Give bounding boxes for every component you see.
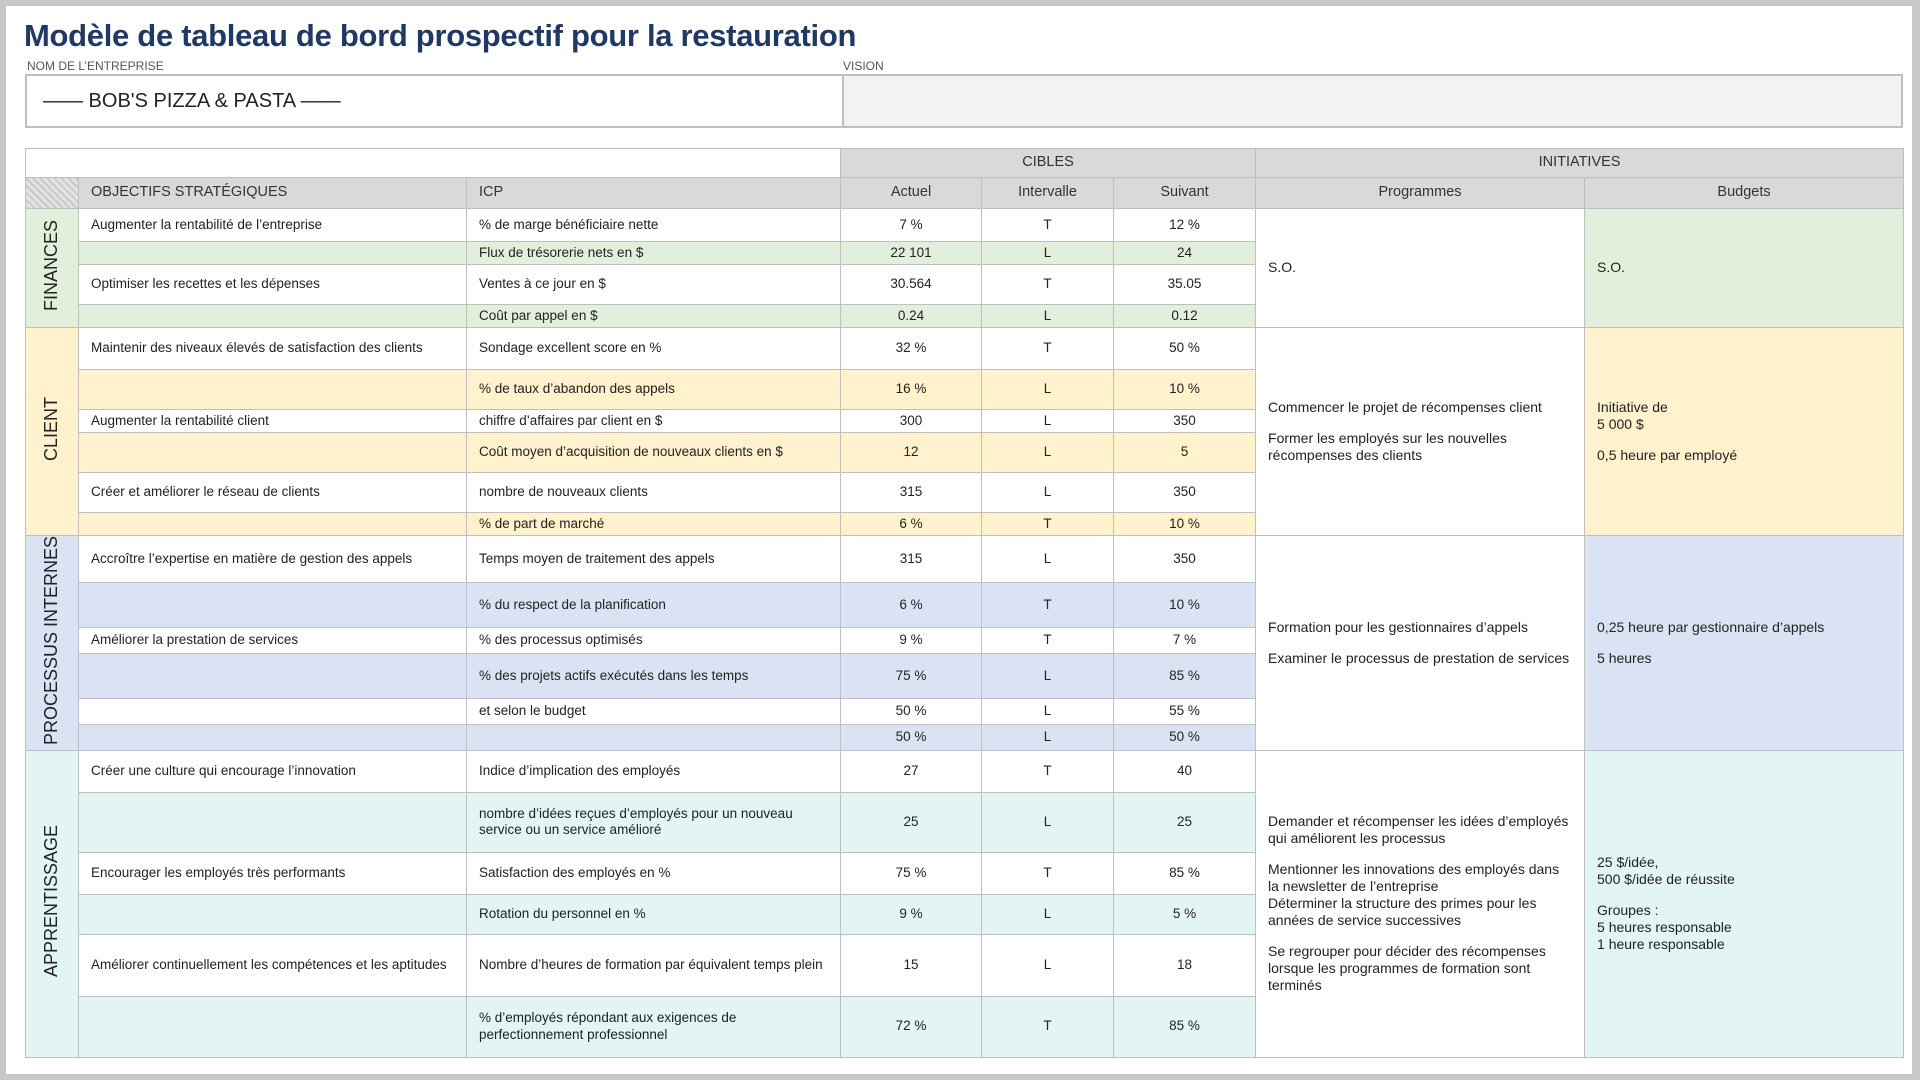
group-header-row — [26, 149, 1904, 178]
kpi-cell[interactable]: % d’employés répondant aux exigences de perfectionnement professionnel — [467, 996, 841, 1057]
objective-cell[interactable] — [79, 698, 467, 724]
table-row — [26, 328, 1904, 370]
header-initiatives: INITIATIVES — [1256, 149, 1904, 178]
budgets-cell[interactable] — [1585, 536, 1904, 751]
interval-cell[interactable]: T — [982, 513, 1114, 536]
kpi-cell[interactable]: Temps moyen de traitement des appels — [467, 536, 841, 583]
actual-cell[interactable]: 25 — [841, 792, 982, 852]
programme-item: Formation pour les gestionnaires d’appels — [1268, 618, 1528, 635]
actual-cell[interactable]: 32 % — [841, 328, 982, 370]
next-cell[interactable]: 35.05 — [1114, 265, 1256, 305]
budget-item: Groupes : 5 heures responsable 1 heure responsable — [1597, 901, 1732, 953]
actual-cell[interactable]: 22 101 — [841, 242, 982, 265]
actual-cell[interactable]: 75 % — [841, 852, 982, 894]
interval-cell[interactable]: L — [982, 894, 1114, 934]
interval-cell[interactable]: L — [982, 934, 1114, 996]
interval-cell[interactable]: L — [982, 653, 1114, 698]
next-cell[interactable]: 350 — [1114, 536, 1256, 583]
interval-cell[interactable]: L — [982, 698, 1114, 724]
programmes-cell[interactable] — [1256, 536, 1585, 751]
objective-cell[interactable] — [79, 653, 467, 698]
interval-cell[interactable]: T — [982, 328, 1114, 370]
budget-item: 0,5 heure par employé — [1597, 447, 1738, 464]
objective-cell[interactable] — [79, 513, 467, 536]
actual-cell[interactable]: 72 % — [841, 996, 982, 1057]
interval-cell[interactable]: L — [982, 410, 1114, 433]
actual-cell[interactable]: 15 — [841, 934, 982, 996]
next-cell[interactable]: 85 % — [1114, 996, 1256, 1057]
next-cell[interactable]: 5 — [1114, 433, 1256, 473]
objective-cell[interactable] — [79, 433, 467, 473]
next-cell[interactable]: 40 — [1114, 750, 1256, 792]
objective-cell[interactable]: Améliorer la prestation de services — [79, 628, 467, 654]
objective-cell[interactable] — [79, 370, 467, 410]
section-label-finances — [26, 209, 79, 328]
kpi-cell[interactable]: Indice d’implication des employés — [467, 750, 841, 792]
objective-cell[interactable]: Améliorer continuellement les compétences et les aptitudes — [79, 934, 467, 996]
next-cell[interactable]: 350 — [1114, 473, 1256, 513]
programme-item: Examiner le processus de prestation de services — [1268, 649, 1570, 666]
interval-cell[interactable]: T — [982, 750, 1114, 792]
interval-cell[interactable]: L — [982, 305, 1114, 328]
kpi-cell[interactable]: nombre d’idées reçues d’employés pour un nouveau service ou un service amélioré — [467, 792, 841, 852]
objective-cell[interactable] — [79, 996, 467, 1057]
interval-cell[interactable]: L — [982, 370, 1114, 410]
company-name: —— BOB'S PIZZA & PASTA —— — [43, 90, 341, 112]
interval-cell[interactable]: T — [982, 583, 1114, 628]
company-field[interactable] — [25, 74, 844, 128]
kpi-cell[interactable]: % de taux d’abandon des appels — [467, 370, 841, 410]
next-cell[interactable]: 55 % — [1114, 698, 1256, 724]
kpi-cell[interactable]: Ventes à ce jour en $ — [467, 265, 841, 305]
programme-item: Commencer le projet de récompenses client — [1268, 398, 1542, 415]
interval-cell[interactable]: L — [982, 242, 1114, 265]
budgets-cell[interactable] — [1585, 750, 1904, 1057]
next-cell[interactable]: 10 % — [1114, 513, 1256, 536]
interval-cell[interactable]: T — [982, 628, 1114, 654]
section-name: CLIENT — [41, 397, 62, 462]
next-cell[interactable]: 12 % — [1114, 209, 1256, 242]
header-cibles: CIBLES — [841, 149, 1256, 178]
programme-item: Mentionner les innovations des employés dans la newsletter de l’entreprise Déterminer la structure des primes pour les années de service successives — [1268, 860, 1560, 929]
kpi-cell[interactable]: % des processus optimisés — [467, 628, 841, 654]
actual-cell[interactable]: 50 % — [841, 698, 982, 724]
actual-cell[interactable]: 6 % — [841, 513, 982, 536]
actual-cell[interactable]: 75 % — [841, 653, 982, 698]
objective-cell[interactable]: Augmenter la rentabilité client — [79, 410, 467, 433]
kpi-cell[interactable] — [467, 724, 841, 750]
objective-cell[interactable] — [79, 242, 467, 265]
objective-cell[interactable]: Augmenter la rentabilité de l’entreprise — [79, 209, 467, 242]
actual-cell[interactable]: 12 — [841, 433, 982, 473]
next-cell[interactable]: 10 % — [1114, 583, 1256, 628]
actual-cell[interactable]: 315 — [841, 473, 982, 513]
programme-item: S.O. — [1268, 259, 1297, 276]
programme-item: Demander et récompenser les idées d’employés qui améliorent les processus — [1268, 812, 1569, 846]
budget-item: 0,25 heure par gestionnaire d’appels — [1597, 618, 1825, 635]
vision-field[interactable] — [842, 74, 1903, 128]
section-name: APPRENTISSAGE — [41, 825, 62, 978]
objective-cell[interactable] — [79, 305, 467, 328]
interval-cell[interactable]: L — [982, 792, 1114, 852]
budget-item: 25 $/idée, 500 $/idée de réussite — [1597, 853, 1735, 887]
next-cell[interactable]: 50 % — [1114, 724, 1256, 750]
next-cell[interactable]: 0.12 — [1114, 305, 1256, 328]
table-row — [26, 536, 1904, 583]
objective-cell[interactable]: Créer et améliorer le réseau de clients — [79, 473, 467, 513]
header-corner — [26, 178, 79, 209]
kpi-cell[interactable]: nombre de nouveaux clients — [467, 473, 841, 513]
header-icp: ICP — [467, 178, 841, 209]
objective-cell[interactable]: Créer une culture qui encourage l’innovation — [79, 750, 467, 792]
kpi-cell[interactable]: Sondage excellent score en % — [467, 328, 841, 370]
kpi-cell[interactable]: Flux de trésorerie nets en $ — [467, 242, 841, 265]
programmes-cell[interactable] — [1256, 328, 1585, 536]
header-actuel: Actuel — [841, 178, 982, 209]
page-title: Modèle de tableau de bord prospectif pour la restauration — [24, 18, 857, 53]
next-cell[interactable]: 5 % — [1114, 894, 1256, 934]
interval-cell[interactable]: T — [982, 996, 1114, 1057]
company-label: NOM DE L’ENTREPRISE — [27, 59, 164, 73]
actual-cell[interactable]: 7 % — [841, 209, 982, 242]
header-budgets: Budgets — [1585, 178, 1904, 209]
interval-cell[interactable]: L — [982, 536, 1114, 583]
kpi-cell[interactable]: Coût par appel en $ — [467, 305, 841, 328]
column-header-row — [26, 178, 1904, 209]
objective-cell[interactable] — [79, 724, 467, 750]
next-cell[interactable]: 85 % — [1114, 852, 1256, 894]
budgets-cell[interactable] — [1585, 328, 1904, 536]
objective-cell[interactable]: Optimiser les recettes et les dépenses — [79, 265, 467, 305]
table-row — [26, 750, 1904, 792]
section-label-processus — [26, 536, 79, 751]
next-cell[interactable]: 7 % — [1114, 628, 1256, 654]
budgets-cell[interactable] — [1585, 209, 1904, 328]
next-cell[interactable]: 18 — [1114, 934, 1256, 996]
programmes-cell[interactable] — [1256, 209, 1585, 328]
interval-cell[interactable]: T — [982, 852, 1114, 894]
section-name: FINANCES — [41, 220, 62, 312]
next-cell[interactable]: 24 — [1114, 242, 1256, 265]
kpi-cell[interactable]: Rotation du personnel en % — [467, 894, 841, 934]
next-cell[interactable]: 85 % — [1114, 653, 1256, 698]
actual-cell[interactable]: 300 — [841, 410, 982, 433]
header-suivant: Suivant — [1114, 178, 1256, 209]
objective-cell[interactable] — [79, 792, 467, 852]
budget-item: S.O. — [1597, 259, 1626, 276]
next-cell[interactable]: 350 — [1114, 410, 1256, 433]
kpi-cell[interactable]: % de marge bénéficiaire nette — [467, 209, 841, 242]
actual-cell[interactable]: 9 % — [841, 894, 982, 934]
programme-item: Se regrouper pour décider des récompenses lorsque les programmes de formation sont terminés — [1268, 943, 1546, 994]
kpi-cell[interactable]: % du respect de la planification — [467, 583, 841, 628]
interval-cell[interactable]: L — [982, 433, 1114, 473]
budget-item: 5 heures — [1597, 649, 1652, 666]
kpi-cell[interactable]: et selon le budget — [467, 698, 841, 724]
next-cell[interactable]: 10 % — [1114, 370, 1256, 410]
actual-cell[interactable]: 16 % — [841, 370, 982, 410]
actual-cell[interactable]: 30.564 — [841, 265, 982, 305]
actual-cell[interactable]: 6 % — [841, 583, 982, 628]
budget-item: Initiative de 5 000 $ — [1597, 398, 1668, 432]
objective-cell[interactable]: Encourager les employés très performants — [79, 852, 467, 894]
scorecard-table — [25, 148, 1904, 1058]
programmes-cell[interactable] — [1256, 750, 1585, 1057]
interval-cell[interactable]: T — [982, 265, 1114, 305]
objective-cell[interactable] — [79, 894, 467, 934]
objective-cell[interactable]: Accroître l’expertise en matière de gestion des appels — [79, 536, 467, 583]
kpi-cell[interactable]: Satisfaction des employés en % — [467, 852, 841, 894]
actual-cell[interactable]: 9 % — [841, 628, 982, 654]
next-cell[interactable]: 50 % — [1114, 328, 1256, 370]
section-name: PROCESSUS INTERNES — [41, 536, 62, 746]
programme-item: Former les employés sur les nouvelles récompenses des clients — [1268, 429, 1507, 464]
interval-cell[interactable]: T — [982, 209, 1114, 242]
kpi-cell[interactable]: Nombre d’heures de formation par équivalent temps plein — [467, 934, 841, 996]
scorecard-sheet — [6, 6, 1912, 1074]
interval-cell[interactable]: L — [982, 724, 1114, 750]
interval-cell[interactable]: L — [982, 473, 1114, 513]
kpi-cell[interactable]: Coût moyen d’acquisition de nouveaux clients en $ — [467, 433, 841, 473]
header-programmes: Programmes — [1256, 178, 1585, 209]
next-cell[interactable]: 25 — [1114, 792, 1256, 852]
actual-cell[interactable]: 50 % — [841, 724, 982, 750]
kpi-cell[interactable]: % de part de marché — [467, 513, 841, 536]
kpi-cell[interactable]: chiffre d’affaires par client en $ — [467, 410, 841, 433]
table-row — [26, 209, 1904, 242]
header-objectifs: OBJECTIFS STRATÉGIQUES — [79, 178, 467, 209]
actual-cell[interactable]: 315 — [841, 536, 982, 583]
vision-label: VISION — [843, 59, 884, 73]
actual-cell[interactable]: 0.24 — [841, 305, 982, 328]
objective-cell[interactable]: Maintenir des niveaux élevés de satisfaction des clients — [79, 328, 467, 370]
header-intervalle: Intervalle — [982, 178, 1114, 209]
kpi-cell[interactable]: % des projets actifs exécutés dans les temps — [467, 653, 841, 698]
objective-cell[interactable] — [79, 583, 467, 628]
actual-cell[interactable]: 27 — [841, 750, 982, 792]
section-label-client — [26, 328, 79, 536]
section-label-apprentissage — [26, 750, 79, 1057]
